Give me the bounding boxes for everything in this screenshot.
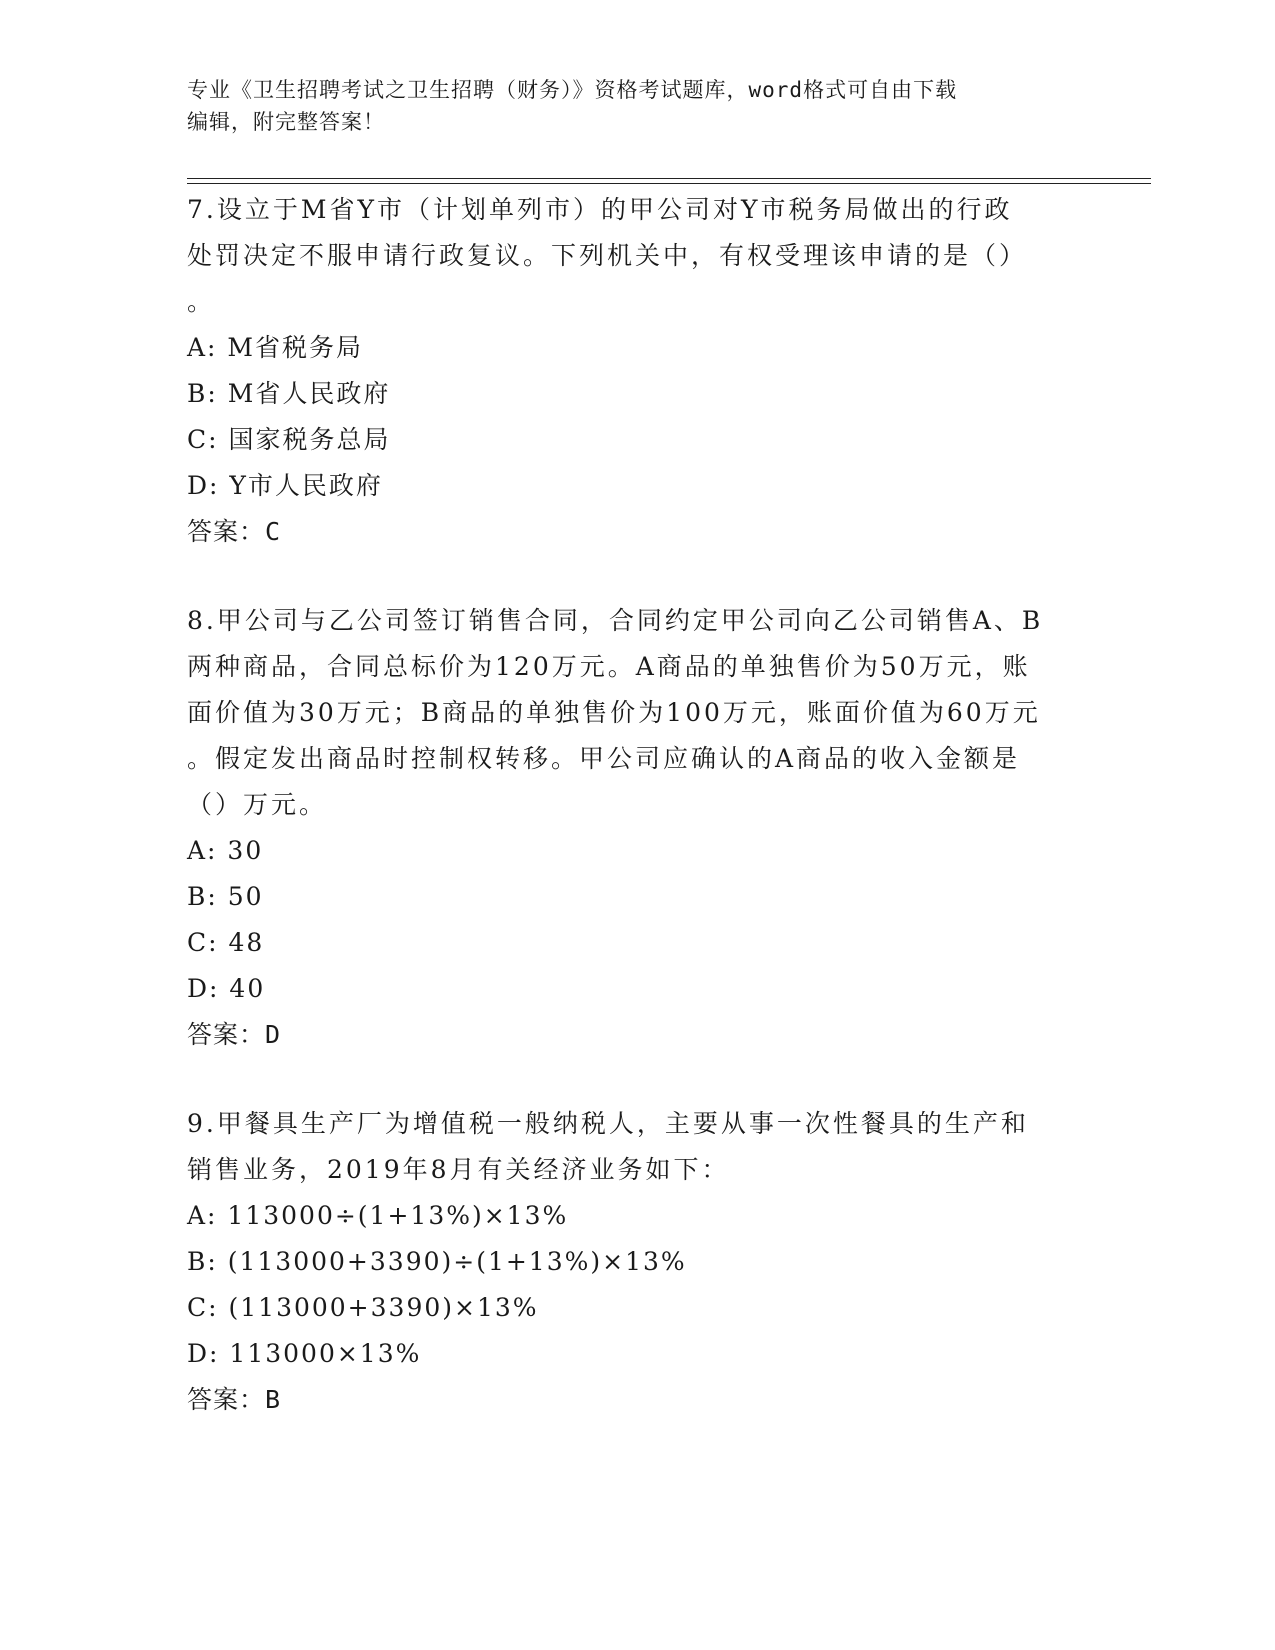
question-7 (187, 187, 1087, 555)
stem-line: 两种商品，合同总标价为120万元。A商品的单独售价为50万元，账 (187, 652, 1031, 681)
question-stem (187, 187, 1087, 325)
option-a: A: M省税务局 (187, 333, 364, 362)
header-divider-top (187, 178, 1151, 179)
option-d: D: 40 (187, 974, 266, 1003)
stem-line: 8.甲公司与乙公司签订销售合同，合同约定甲公司向乙公司销售A、B (187, 606, 1044, 635)
option-c: C: 48 (187, 928, 265, 957)
option-c: C: 国家税务总局 (187, 425, 391, 454)
question-stem (187, 1101, 1087, 1193)
option-a: A: 30 (187, 836, 264, 865)
question-stem (187, 598, 1087, 828)
document-header (187, 74, 1087, 138)
stem-line: 销售业务，2019年8月有关经济业务如下： (187, 1155, 730, 1184)
option-b: B: 50 (187, 882, 264, 911)
header-line-1: 专业《卫生招聘考试之卫生招聘（财务）》资格考试题库，word格式可自由下载 (187, 78, 958, 102)
option-c: C: (113000+3390)×13% (187, 1293, 539, 1322)
stem-line: （）万元。 (187, 790, 328, 819)
option-b: B: (113000+3390)÷(1+13%)×13% (187, 1247, 687, 1276)
question-9 (187, 1101, 1087, 1423)
stem-line: 。假定发出商品时控制权转移。甲公司应确认的A商品的收入金额是 (187, 744, 1021, 773)
option-d: D: 113000×13% (187, 1339, 422, 1368)
answer-text: 答案：B (187, 1385, 282, 1414)
option-b: B: M省人民政府 (187, 379, 391, 408)
header-divider-bottom (187, 183, 1151, 184)
question-8 (187, 598, 1087, 1058)
answer-text: 答案：D (187, 1020, 282, 1049)
answer-text: 答案：C (187, 517, 282, 546)
stem-line: 处罚决定不服申请行政复议。下列机关中，有权受理该申请的是（） (187, 241, 1028, 270)
stem-line: 9.甲餐具生产厂为增值税一般纳税人，主要从事一次性餐具的生产和 (187, 1109, 1029, 1138)
stem-line: 。 (187, 287, 216, 316)
option-d: D: Y市人民政府 (187, 471, 383, 500)
stem-line: 面价值为30万元；B商品的单独售价为100万元，账面价值为60万元 (187, 698, 1041, 727)
option-a: A: 113000÷(1+13%)×13% (187, 1201, 569, 1230)
stem-line: 7.设立于M省Y市（计划单列市）的甲公司对Y市税务局做出的行政 (187, 195, 1013, 224)
header-line-2: 编辑，附完整答案！ (187, 110, 385, 134)
